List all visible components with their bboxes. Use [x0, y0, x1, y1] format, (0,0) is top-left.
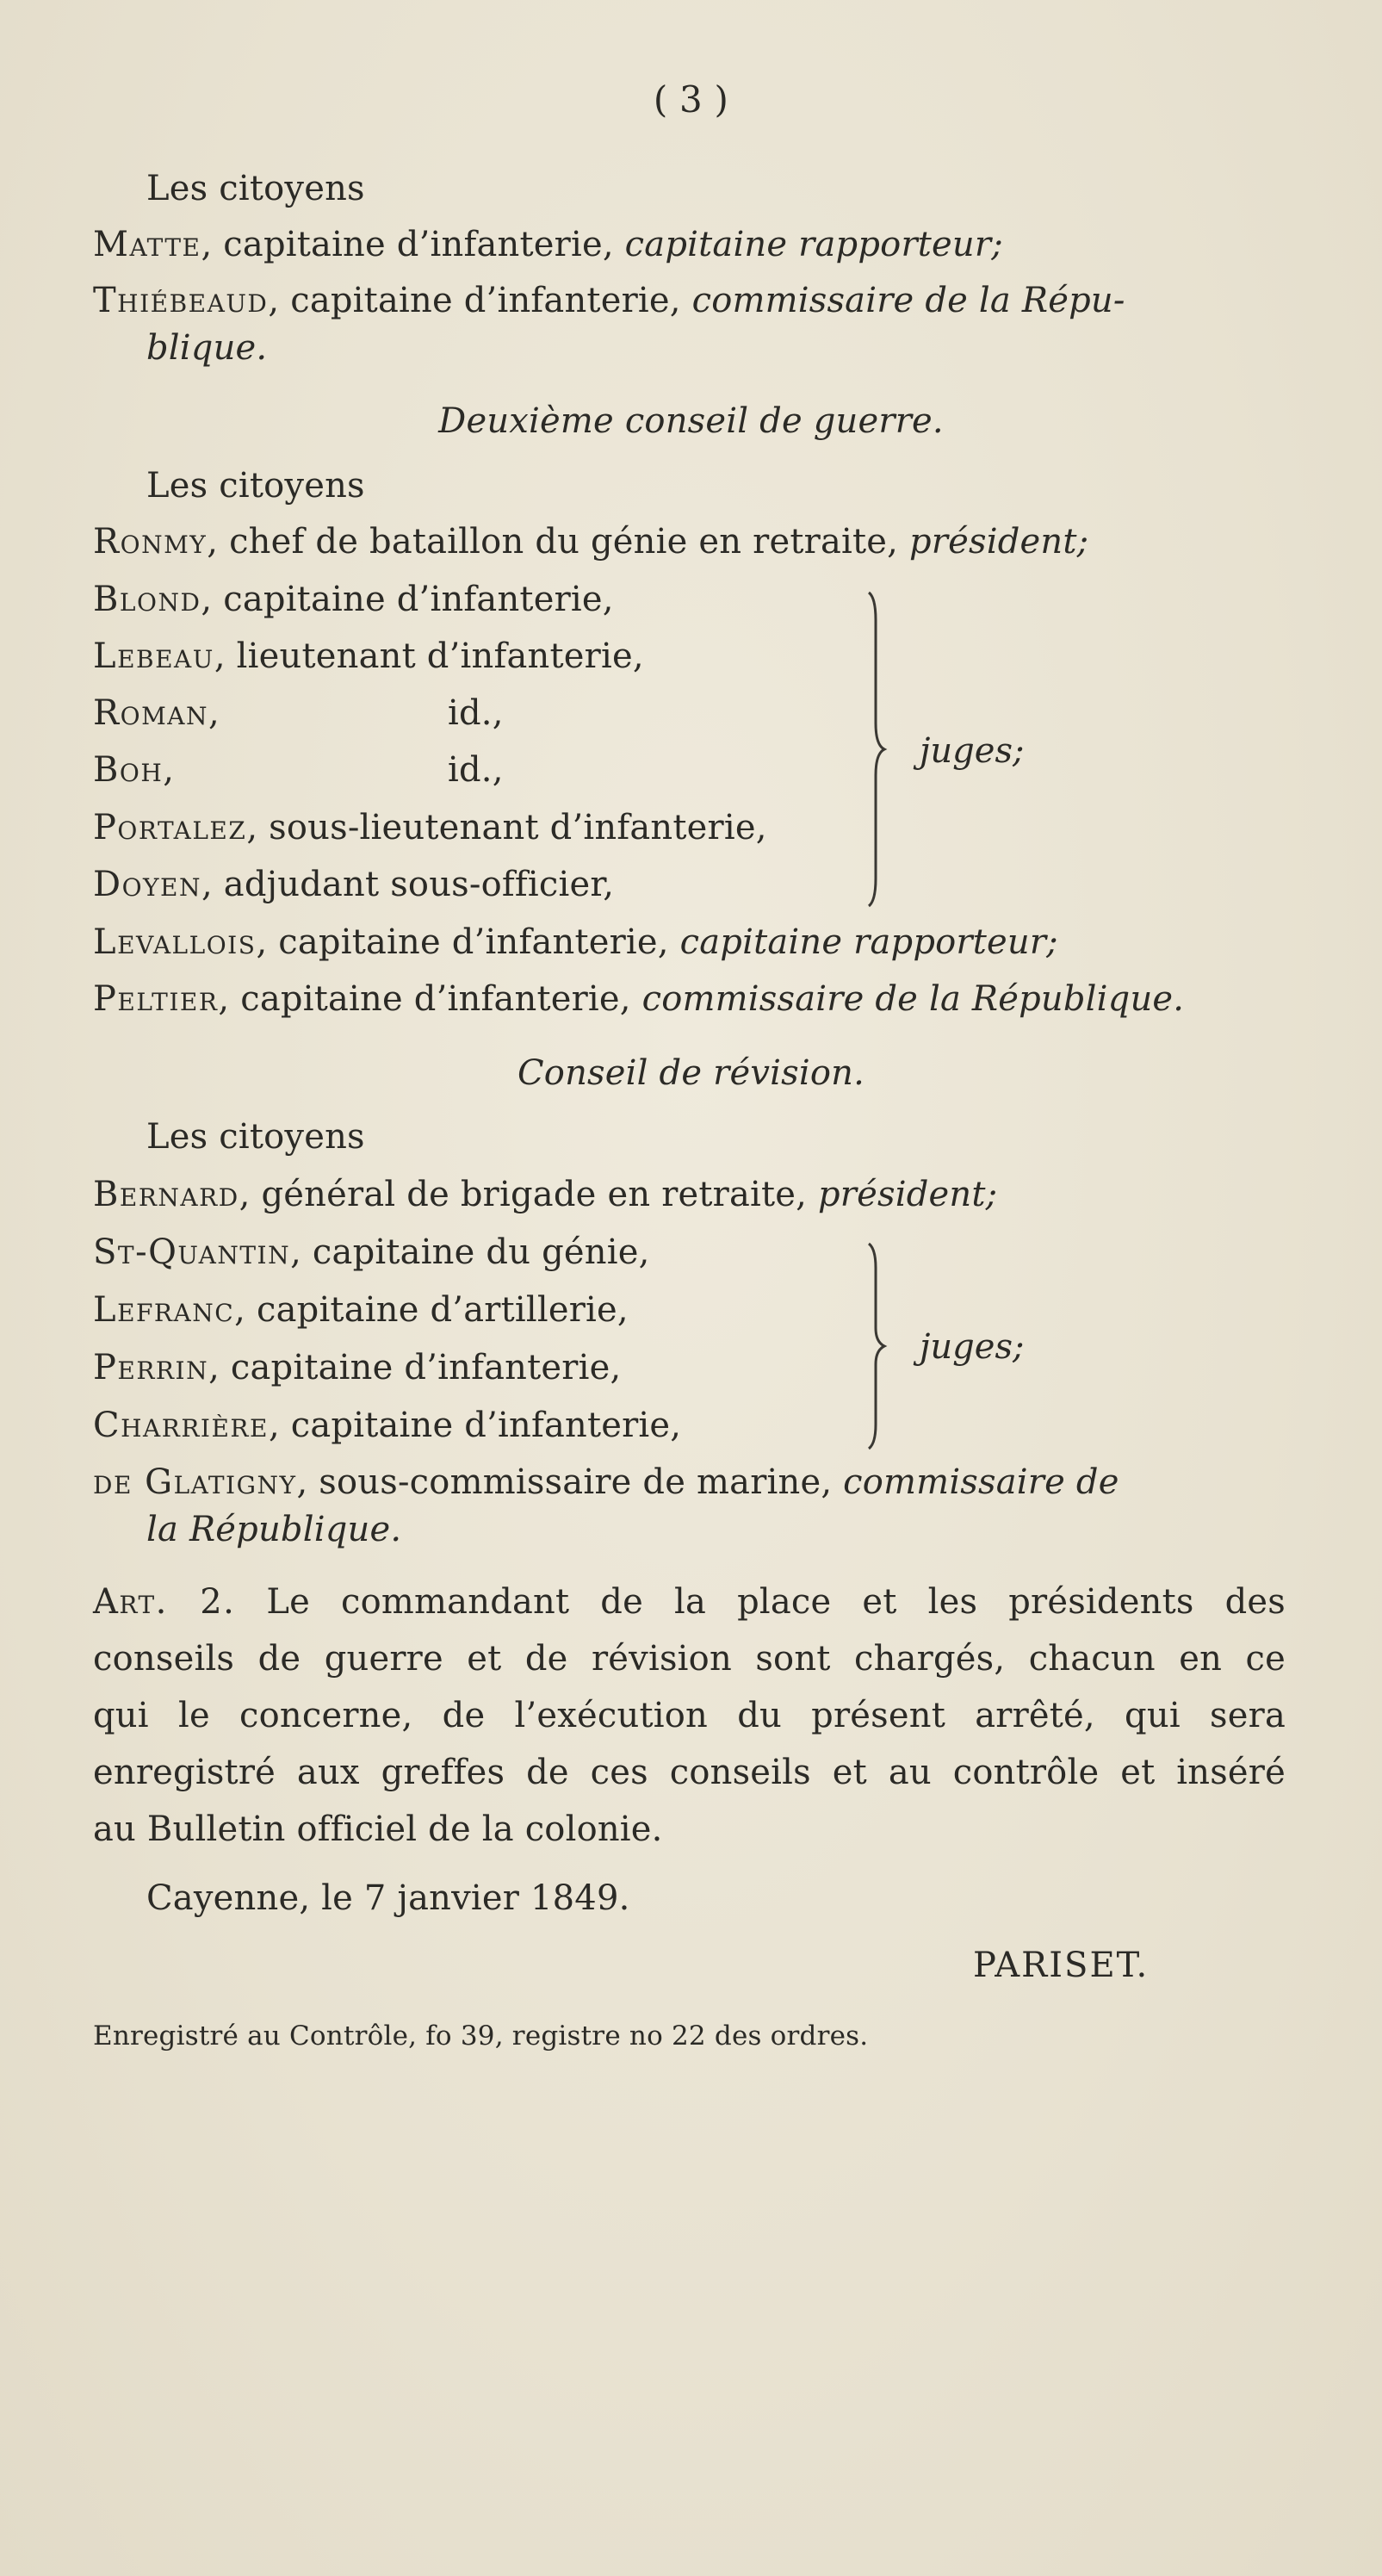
judge-name: Lefranc — [93, 1290, 235, 1330]
judge-entry — [93, 636, 644, 677]
article-line: au Bulletin officiel de la colonie. — [93, 1809, 663, 1849]
entry-role: commissaire de la République. — [641, 979, 1185, 1019]
judge-entry — [93, 807, 767, 848]
entry-text: , capitaine d’infanterie, — [218, 979, 642, 1019]
section-heading-conseil-revision: Conseil de révision. — [517, 1053, 865, 1093]
entry-name: Levallois — [93, 922, 257, 962]
judge-text: , capitaine d’infanterie, — [208, 1348, 622, 1387]
entry-name: Thiébeaud — [93, 281, 269, 320]
judge-entry — [93, 579, 614, 620]
judge-name: Doyen — [93, 865, 201, 904]
entry-president — [93, 1174, 997, 1215]
entry-text: , sous-commissaire de marine, — [296, 1462, 844, 1502]
judge-name: Lebeau — [93, 636, 214, 676]
section-heading-deuxieme-conseil: Deuxième conseil de guerre. — [438, 401, 944, 441]
judge-name: Perrin — [93, 1348, 209, 1387]
judge-text: , sous-lieutenant d’infanterie, — [246, 808, 767, 847]
signature: PARISET. — [973, 1946, 1150, 1985]
judge-name: Charrière — [93, 1406, 269, 1445]
entry-prefix: de — [93, 1462, 146, 1502]
judge-text: , — [163, 750, 175, 790]
judge-entry — [93, 692, 220, 734]
article-line — [93, 1581, 1286, 1623]
judges-brace — [865, 586, 900, 913]
judge-text: , capitaine d’artillerie, — [234, 1290, 629, 1330]
citizens-intro: Les citoyens — [146, 169, 365, 208]
judge-entry — [93, 1347, 621, 1388]
judge-text: , adjudant sous-officier, — [201, 865, 615, 904]
entry-role: capitaine rapporteur; — [679, 922, 1058, 962]
judge-entry — [93, 749, 174, 791]
entry-role: commissaire de — [843, 1462, 1119, 1502]
entry-role: président; — [908, 522, 1089, 562]
citizens-intro: Les citoyens — [146, 466, 365, 506]
judge-ditto: id., — [448, 750, 504, 790]
judge-text: , capitaine d’infanterie, — [201, 580, 614, 619]
judge-entry — [93, 864, 614, 905]
entry-role: président; — [818, 1175, 998, 1214]
entry-rapporteur — [93, 922, 1058, 963]
entry-matte — [93, 224, 1003, 265]
judges-label: juges; — [920, 1327, 1025, 1367]
entry-name: Peltier — [93, 979, 219, 1019]
judge-ditto: id., — [448, 693, 504, 733]
entry-commissaire — [93, 978, 1184, 1020]
entry-role-continued: la République. — [146, 1510, 402, 1549]
article-line: conseils de guerre et de révision sont chargés, chacun en ce — [93, 1639, 1286, 1679]
judges-brace — [865, 1238, 900, 1454]
article-line: qui le concerne, de l’exécution du présent arrêté, qui sera — [93, 1696, 1286, 1735]
judges-label: juges; — [920, 731, 1025, 771]
judge-name: Portalez — [93, 808, 247, 847]
judge-entry — [93, 1289, 629, 1331]
entry-name: Glatigny — [145, 1462, 297, 1502]
entry-role-continued: blique. — [146, 328, 268, 368]
citizens-intro: Les citoyens — [146, 1117, 365, 1157]
judge-text: , — [208, 693, 220, 733]
page-number: ( 3 ) — [653, 78, 729, 121]
judge-name: St-Quantin — [93, 1232, 291, 1272]
entry-text: , chef de bataillon du génie en retraite, — [207, 522, 909, 562]
judge-text: , lieutenant d’infanterie, — [214, 636, 644, 676]
entry-text: , capitaine d’infanterie, — [256, 922, 680, 962]
entry-name: Matte — [93, 225, 201, 264]
entry-text: , capitaine d’infanterie, — [268, 281, 692, 320]
judge-entry — [93, 1405, 681, 1446]
judge-text: , capitaine d’infanterie, — [268, 1406, 682, 1445]
article-line: enregistré aux greffes de ces conseils et au contrôle et inséré — [93, 1753, 1286, 1792]
date-line: Cayenne, le 7 janvier 1849. — [146, 1878, 630, 1918]
entry-role: commissaire de la Répu- — [691, 281, 1125, 320]
entry-text: , capitaine d’infanterie, — [201, 225, 625, 264]
article-label: Art. 2. — [93, 1582, 236, 1622]
judge-entry — [93, 1232, 650, 1273]
entry-president — [93, 521, 1088, 562]
entry-name: Bernard — [93, 1175, 239, 1214]
judge-text: , capitaine du génie, — [290, 1232, 650, 1272]
judge-name: Boh — [93, 750, 164, 790]
judge-name: Blond — [93, 580, 201, 619]
entry-commissaire — [93, 1462, 1119, 1503]
article-text: Le commandant de la place et les présidents des — [235, 1582, 1286, 1622]
entry-name: Ronmy — [93, 522, 208, 562]
entry-role: capitaine rapporteur; — [624, 225, 1003, 264]
entry-thiebeaud — [93, 280, 1125, 321]
judge-name: Roman — [93, 693, 208, 733]
entry-text: , général de brigade en retraite, — [239, 1175, 818, 1214]
registration-note: Enregistré au Contrôle, fo 39, registre no 22 des ordres. — [93, 2020, 869, 2051]
